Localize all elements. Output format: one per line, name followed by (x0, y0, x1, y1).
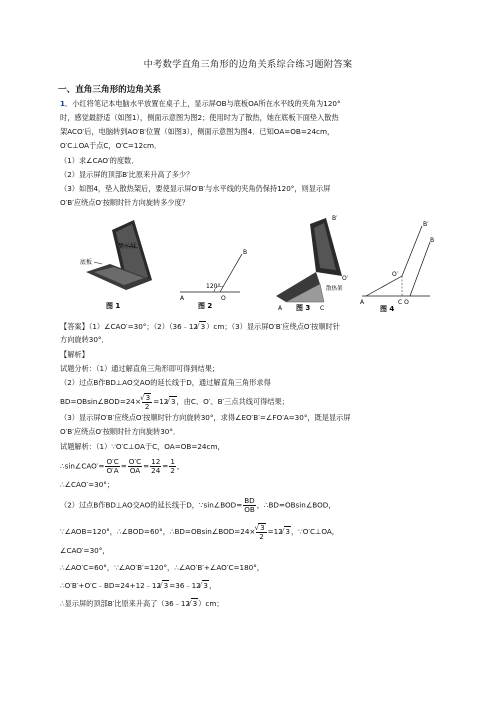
cooler-label: 散热架 (326, 286, 343, 292)
sqrt-value: √ 3 (169, 396, 176, 407)
question-part-1: （1）求∠CAO′的度数． (60, 156, 139, 165)
fraction (105, 458, 119, 475)
figure-2-caption: 图 2 (198, 302, 213, 310)
figure-3-caption: 图 3 (296, 304, 311, 312)
solution-line-9 (60, 598, 224, 609)
formula-text: =36﹣12 (169, 581, 201, 590)
question-part-3-cont: O′B′应绕点O′按顺时针方向旋转多少度？ (60, 198, 189, 207)
fraction-denominator: O′A (106, 466, 119, 475)
point-a-label-4: A (360, 299, 365, 306)
formula-text: =12 (267, 527, 283, 536)
formula-text: ，∵O′C⊥OA， (290, 527, 339, 536)
figure-1-laptop (80, 220, 152, 310)
solution-line-5 (60, 523, 339, 541)
question-number: 1． (60, 99, 73, 108)
analysis-line-4: （3）显示屏O′B′应绕点O′按顺时针方向旋转30°，求得∠EO′B′=∠FO′A=30°，既是显示屏 (60, 413, 351, 422)
solution-line-4 (60, 497, 335, 514)
formula-text: BD=OBsin∠BOD=24× (60, 397, 142, 406)
figure-4-caption: 图 4 (380, 305, 395, 312)
answer-line-2: 方向旋转30°． (60, 335, 109, 344)
point-a-label-3: A (278, 305, 283, 312)
formula-text: ， (208, 581, 217, 590)
formula-text: ∵∠AOB=120°，∴∠BOD=60°，∴BD=OBsin∠BOD=24× (60, 527, 256, 536)
analysis-line-5: O′B′应绕点O′按顺时针方向旋转30°． (60, 427, 181, 436)
fraction (128, 458, 142, 475)
question-text: 小红将笔记本电脑水平放置在桌子上，显示屏OB与底板OA所在水平线的夹角为120° (72, 99, 341, 108)
fraction-denominator: 24 (151, 466, 161, 475)
fraction (256, 523, 266, 541)
sqrt-value: √ 3 (162, 580, 169, 591)
answer-text: 【答案】（1）∠CAO′=30°；（2）（36﹣12 (60, 322, 199, 331)
question-line-2: 时，感觉最舒适（如图1），侧面示意图为图2；使用时为了散热，她在底板下面垫入散热 (60, 113, 339, 122)
question-line-1 (60, 99, 341, 109)
point-a-label: A (180, 295, 185, 302)
sqrt-value: √ 3 (199, 321, 206, 332)
fraction-numerator: O′C (128, 457, 142, 466)
point-bp-label-4: B′ (423, 221, 429, 228)
point-b-label: B (243, 249, 248, 256)
point-op-label-4: O′ (392, 271, 399, 278)
sqrt-value: √ 3 (202, 580, 209, 591)
fraction (150, 458, 161, 475)
point-o-label: O (221, 295, 226, 302)
fraction-denominator: 2 (259, 532, 264, 541)
base-label: 底板 (80, 259, 93, 266)
fraction-denominator: 2 (170, 466, 175, 475)
solution-line-6: ∠CAO′=30°， (60, 546, 110, 555)
figure-3-laptop (276, 215, 349, 312)
analysis-line-3 (60, 393, 289, 411)
fraction-numerator: BD (244, 496, 255, 505)
formula-text: ∴sin∠CAO′= (60, 461, 105, 471)
screen-label: 显示屏 (118, 243, 137, 250)
fraction-numerator: √ 3 (144, 393, 151, 402)
point-c-label-3: C (320, 305, 325, 312)
angle-label: 120° (206, 283, 221, 290)
analysis-heading: 【解析】 (60, 350, 89, 359)
solution-line-7: ∴∠AO′C=60°，∵∠AO′B′=120°，∴∠AO′B′+∠AO′C=180°， (60, 563, 264, 572)
solution-line-8 (60, 580, 216, 591)
figure-4-diagram (360, 221, 434, 312)
fraction (142, 393, 152, 411)
analysis-line-2: （2）过点B作BD⊥AO交AO的延长线于D，通过解直角三角形求得 (60, 378, 271, 387)
sqrt-value: √ 3 (191, 598, 198, 609)
formula-text: ，∴BD=OBsin∠BOD， (256, 500, 336, 510)
formula-text: =12 (153, 397, 169, 406)
answer-text-cont: ）cm；（3）显示屏O′B′应绕点O′按顺时针 (206, 322, 340, 331)
fraction-denominator: OA (129, 466, 141, 475)
solution-line-2: ∴sin∠CAO′= $\frac{O'C}{O'A}$ = $\frac{O'C}{OA}$ = $\frac{12}{24}$ = $\frac{1}{2}$ ， (60, 457, 185, 475)
formula-text: （2）过点B作BD⊥AO交AO的延长线于D，∵sin∠BOD= (60, 500, 243, 510)
fraction-numerator: √ 3 (258, 523, 265, 532)
question-part-3: （3）如图4，垫入散热架后，要使显示屏O′B′与水平线的夹角仍保持120°，则显示屏 (60, 184, 331, 193)
fraction (169, 458, 176, 475)
fraction-numerator: 12 (151, 457, 161, 466)
solution-line-1: 试题解析：（1）∵O′C⊥OA于C，OA=OB=24cm， (60, 442, 225, 451)
question-part-2: （2）显示屏的顶部B′比原来升高了多少？ (60, 170, 194, 179)
point-b-label-4: B (430, 237, 435, 244)
figure-2-diagram (180, 249, 247, 310)
answer-line-1 (60, 321, 340, 332)
analysis-line-1: 试题分析：（1）通过解直角三角形即可得到结果； (60, 364, 220, 373)
formula-text: ，由C、O′、B′三点共线可得结果； (176, 397, 289, 406)
solution-line-3: ∴∠CAO′=30°； (60, 480, 115, 489)
figure-strip (80, 212, 440, 312)
point-op-label-3: O′ (342, 275, 349, 282)
fraction-numerator: 1 (170, 457, 175, 466)
point-bp-label-3: B′ (332, 215, 338, 222)
section-heading: 一、直角三角形的边角关系 (58, 85, 162, 95)
fraction-denominator: 2 (144, 402, 150, 411)
question-line-4: O′C⊥OA于点C，O′C=12cm． (60, 141, 162, 150)
formula-text: ∴显示屏的顶部B′比原来升高了（36﹣12 (60, 599, 191, 608)
figure-1-caption: 图 1 (106, 302, 121, 310)
fraction-denominator: OB (244, 505, 255, 514)
point-co-label-4: C O (398, 299, 409, 306)
sqrt-value: √ 3 (284, 526, 291, 537)
question-line-3: 架ACO′后，电脑转到AO′B′位置（如图3），侧面示意图为图4．已知OA=OB=24cm， (60, 127, 335, 136)
fraction-numerator: O′C (106, 457, 119, 466)
document-title: 中考数学直角三角形的边角关系综合练习题附答案 (143, 59, 353, 70)
formula-text: ∴O′B′+O′C﹣BD=24+12﹣12 (60, 581, 162, 590)
fraction (243, 497, 255, 514)
formula-text: ）cm； (198, 599, 224, 608)
